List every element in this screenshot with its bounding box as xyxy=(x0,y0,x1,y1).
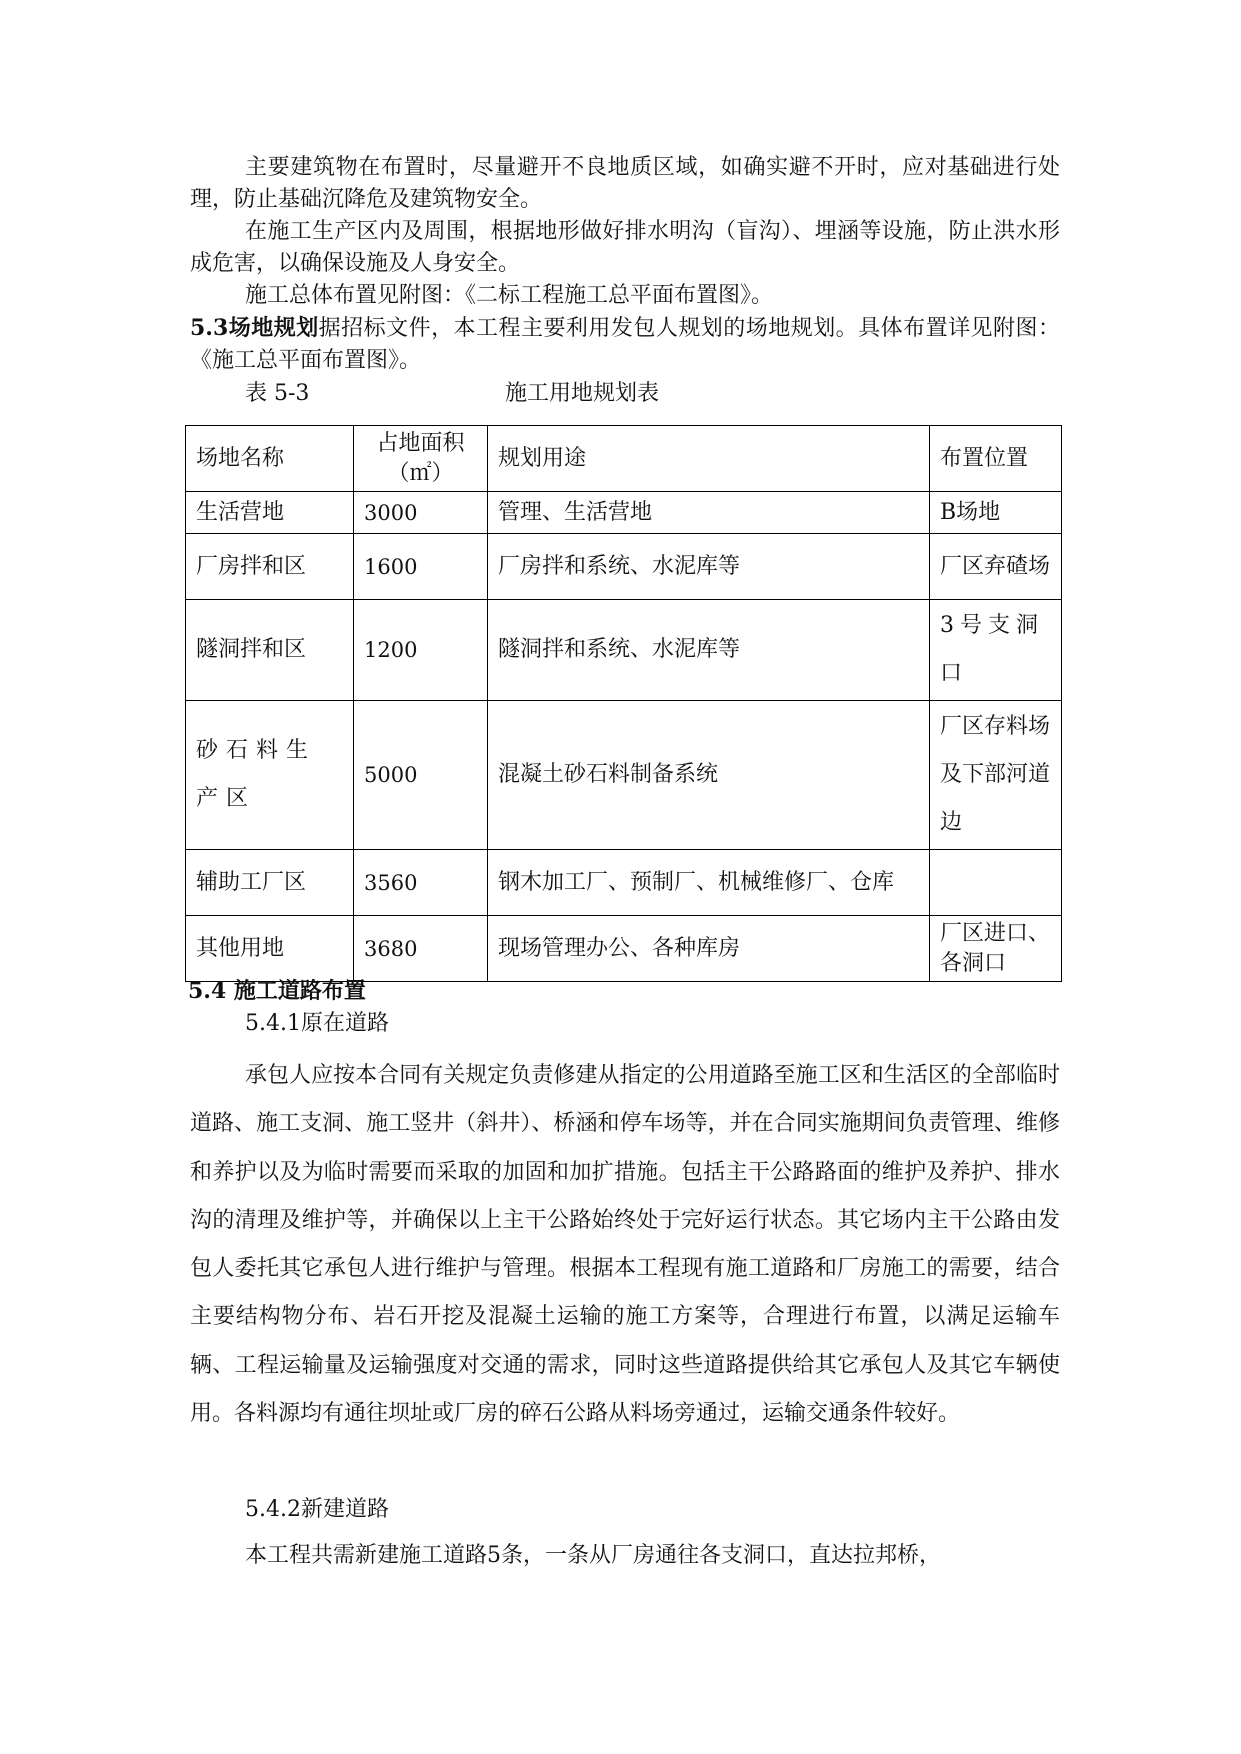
table-row xyxy=(186,701,1062,850)
section-5-4-heading: 5.4 施工道路布置 xyxy=(188,978,366,1004)
cell-area: 1600 xyxy=(354,534,488,600)
cell-area: 1200 xyxy=(354,600,488,701)
table-row xyxy=(186,850,1062,916)
cell-site-name: 其他用地 xyxy=(186,916,354,982)
cell-area: 5000 xyxy=(354,701,488,850)
cell-site-name: 砂石料生产区 xyxy=(186,701,354,850)
cell-use: 混凝土砂石料制备系统 xyxy=(488,701,930,850)
cell-use: 现场管理办公、各种库房 xyxy=(488,916,930,982)
subsection-5-4-1: 5.4.1原在道路 xyxy=(245,1011,389,1036)
section-5-3-heading: 5.3场地规划 xyxy=(190,315,319,341)
cell-area: 3560 xyxy=(354,850,488,916)
table-row xyxy=(186,916,1062,982)
table-row xyxy=(186,534,1062,600)
paragraph-drainage: 在施工生产区内及周围，根据地形做好排水明沟（盲沟）、埋涵等设施，防止洪水形成危害，以确保设施及人身安全。 xyxy=(190,219,1060,276)
header-site-name: 场地名称 xyxy=(186,426,354,492)
table-header-row xyxy=(186,426,1062,492)
cell-use: 隧洞拌和系统、水泥库等 xyxy=(488,600,930,701)
paragraph-layout-ref: 施工总体布置见附图：《二标工程施工总平面布置图》。 xyxy=(245,283,774,308)
site-planning-table xyxy=(185,425,1062,982)
table-row xyxy=(186,492,1062,534)
cell-use: 厂房拌和系统、水泥库等 xyxy=(488,534,930,600)
cell-use: 管理、生活营地 xyxy=(488,492,930,534)
section-5-3-text: 据招标文件，本工程主要利用发包人规划的场地规划。具体布置详见附图：《施工总平面布置图》。 xyxy=(190,316,1060,373)
cell-site-name: 隧洞拌和区 xyxy=(186,600,354,701)
cell-location: 厂区弃碴场 xyxy=(930,534,1062,600)
paragraph-existing-roads: 承包人应按本合同有关规定负责修建从指定的公用道路至施工区和生活区的全部临时道路、施工支洞、施工竖井（斜井）、桥涵和停车场等，并在合同实施期间负责管理、维修和养护以及为临时需要而采取的加固和加扩措施。包括主干公路路面的维护及养护、排水沟的清理及维护等，并确保以上主干公路始终处于完好运行状态。其它场内主干公路由发包人委托其它承包人进行维护与管理。根据本工程现有施工道路和厂房施工的需要，结合主要结构物分布、岩石开挖及混凝土运输的施工方案等，合理进行布置，以满足运输车辆、工程运输量及运输强度对交通的需求，同时这些道路提供给其它承包人及其它车辆使用。各料源均有通往坝址或厂房的碎石公路从料场旁通过，运输交通条件较好。 xyxy=(190,1063,1060,1427)
cell-location: B场地 xyxy=(930,492,1062,534)
cell-site-name: 厂房拌和区 xyxy=(186,534,354,600)
table-number: 表 5-3 xyxy=(245,381,310,406)
header-area: 占地面积（㎡） xyxy=(354,426,488,492)
cell-site-name: 辅助工厂区 xyxy=(186,850,354,916)
paragraph-new-roads: 本工程共需新建施工道路5条，一条从厂房通往各支洞口，直达拉邦桥， xyxy=(245,1543,941,1568)
cell-use: 钢木加工厂、预制厂、机械维修厂、仓库 xyxy=(488,850,930,916)
cell-location: 厂区存料场及下部河道边 xyxy=(930,701,1062,850)
section-5-3 xyxy=(190,312,1060,377)
table-row xyxy=(186,600,1062,701)
cell-area: 3000 xyxy=(354,492,488,534)
cell-location: 厂区进口、各洞口 xyxy=(930,916,1062,982)
paragraph-foundation: 主要建筑物在布置时，尽量避开不良地质区域，如确实避不开时，应对基础进行处理，防止基础沉降危及建筑物安全。 xyxy=(190,155,1060,212)
subsection-5-4-2: 5.4.2新建道路 xyxy=(245,1497,389,1522)
table-title: 施工用地规划表 xyxy=(505,381,660,406)
header-use: 规划用途 xyxy=(488,426,930,492)
cell-site-name: 生活营地 xyxy=(186,492,354,534)
cell-location xyxy=(930,850,1062,916)
cell-area: 3680 xyxy=(354,916,488,982)
header-location: 布置位置 xyxy=(930,426,1062,492)
cell-location: 3号支洞口 xyxy=(930,600,1062,701)
